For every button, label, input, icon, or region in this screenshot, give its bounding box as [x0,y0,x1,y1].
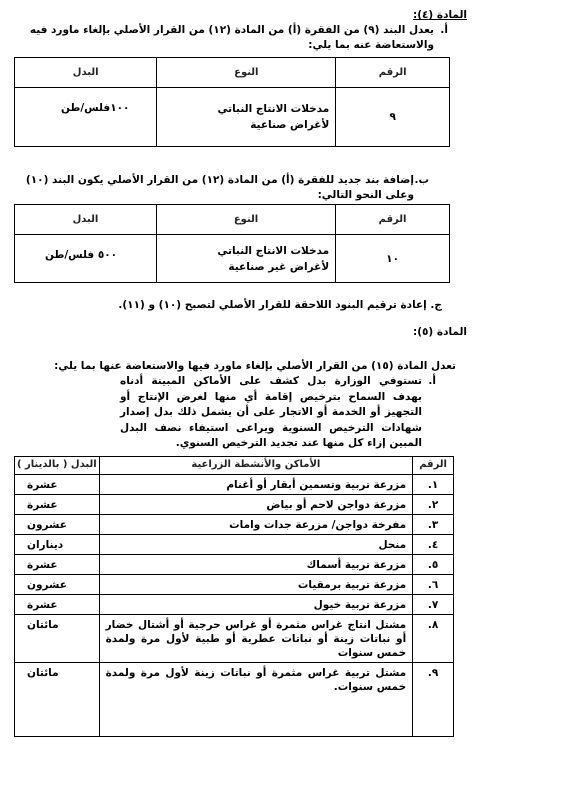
row-fee: عشرة [15,555,100,575]
article4-a-label: أ. [440,24,448,36]
table-row [15,615,454,663]
cell-num: ١٠ [336,235,450,283]
cell-type [156,235,335,283]
row-fee: ديناران [15,535,100,555]
cell-fee: ٥٠٠ فلس/طن [15,235,157,283]
row-num: ٣. [413,515,454,535]
row-fee: عشرة [15,495,100,515]
header-num: الرقم [413,457,454,475]
row-num: ٩. [413,663,454,737]
row-activity: مشتل انتاج غراس مثمرة أو غراس حرجية أو أشتال خضار أو نباتات زينة أو نباتات عطرية أو طبية لأول مرة ولمدة خمس سنوات [99,615,413,663]
header-fee: البدل ( بالدينار ) [15,457,100,475]
cell-type-line1: مدخلات الانتاج النباتي [217,244,330,257]
row-fee: مائتان [15,615,100,663]
header-fee: البدل [15,205,157,235]
article5-intro: تعدل المادة (١٥) من القرار الأصلي بإلغاء ماورد فيها والاستعاضة عنها بما يلي: [54,360,456,372]
row-fee: عشرون [15,575,100,595]
article4-b-text-2: وعلى النحو التالي: [317,189,414,201]
header-activity: الأماكن والأنشطة الزراعية [99,457,413,475]
row-activity: مزرعة تربية وتسمين أبقار أو أغنام [99,475,413,495]
row-num: ٥. [413,555,454,575]
row-activity: منحل [99,535,413,555]
row-activity: مفرخة دواجن/ مزرعة جدات وامات [99,515,413,535]
article5-title: المادة (٥): [413,326,467,338]
header-fee: البدل [15,58,157,88]
header-type: النوع [156,205,335,235]
row-fee: عشرة [15,595,100,615]
row-num: ٦. [413,575,454,595]
row-activity: مشتل تربية غراس مثمرة أو نباتات زينة لأول مرة ولمدة خمس سنوات. [99,663,413,737]
table-row [15,515,454,535]
row-num: ٤. [413,535,454,555]
article4-b-text-1: إضافة بند جديد للفقرة (أ) من المادة (١٢) من القرار الأصلي يكون البند (١٠) [25,174,414,186]
table-row [15,88,450,147]
cell-type-line2: لأغراض صناعية [250,119,330,131]
cell-fee: ١٠٠فلس/طن [15,88,157,147]
table-article4-b [14,204,450,283]
article4-a-text-1: يعدل البند (٩) من الفقرة (أ) من المادة (١٢) من القرار الأصلي بإلغاء ماورد فيه [29,24,434,36]
row-activity: مزرعة دواجن لاحم أو بياض [99,495,413,515]
table-article4-a [14,57,450,147]
table-row [15,663,454,737]
row-fee: مائتان [15,663,100,737]
row-fee: عشرة [15,475,100,495]
row-fee: عشرون [15,515,100,535]
table-row [15,475,454,495]
cell-num: ٩ [336,88,450,147]
article4-b-label: ب. [414,174,429,186]
article5-a-text: تستوفي الوزارة بدل كشف على الأماكن المبينة أدناه بهدف السماح بترخيص إقامة أي منها لغرض الإنتاج أو التجهيز أو الخدمة أو الاتجار على أن يشمل ذلك بدل إصدار شهادات الترخيص السنوية ويراعى استيفاء نصف البدل المبين إزاء كل منها عند تجديد الترخيص السنوي. [120,375,422,449]
fees-table [14,456,454,737]
header-num: الرقم [336,205,450,235]
article5-a-label: أ. [428,375,436,387]
row-num: ٧. [413,595,454,615]
row-num: ٢. [413,495,454,515]
table-row [15,535,454,555]
row-activity: مزرعة تربية خيول [99,595,413,615]
table-row [15,595,454,615]
header-num: الرقم [336,58,450,88]
row-num: ٨. [413,615,454,663]
article4-a-text-2: والاستعاضة عنه بما يلي: [308,39,434,51]
cell-type-line1: مدخلات الانتاج النباتي [217,103,330,115]
table-row [15,235,450,283]
table-row [15,495,454,515]
table-row [15,555,454,575]
row-num: ١. [413,475,454,495]
cell-type-line2: لأغراض غير صناعية [228,260,330,273]
cell-type [157,88,336,147]
article4-title: المادة (٤): [413,9,467,21]
row-activity: مزرعة تربية برمقيات [99,575,413,595]
header-type: النوع [157,58,336,88]
row-activity: مزرعة تربية أسماك [99,555,413,575]
article4-c-text: ج. إعادة ترقيم البنود اللاحقة للقرار الأصلي لتصبح (١٠) و (١١). [118,299,442,311]
table-row [15,575,454,595]
